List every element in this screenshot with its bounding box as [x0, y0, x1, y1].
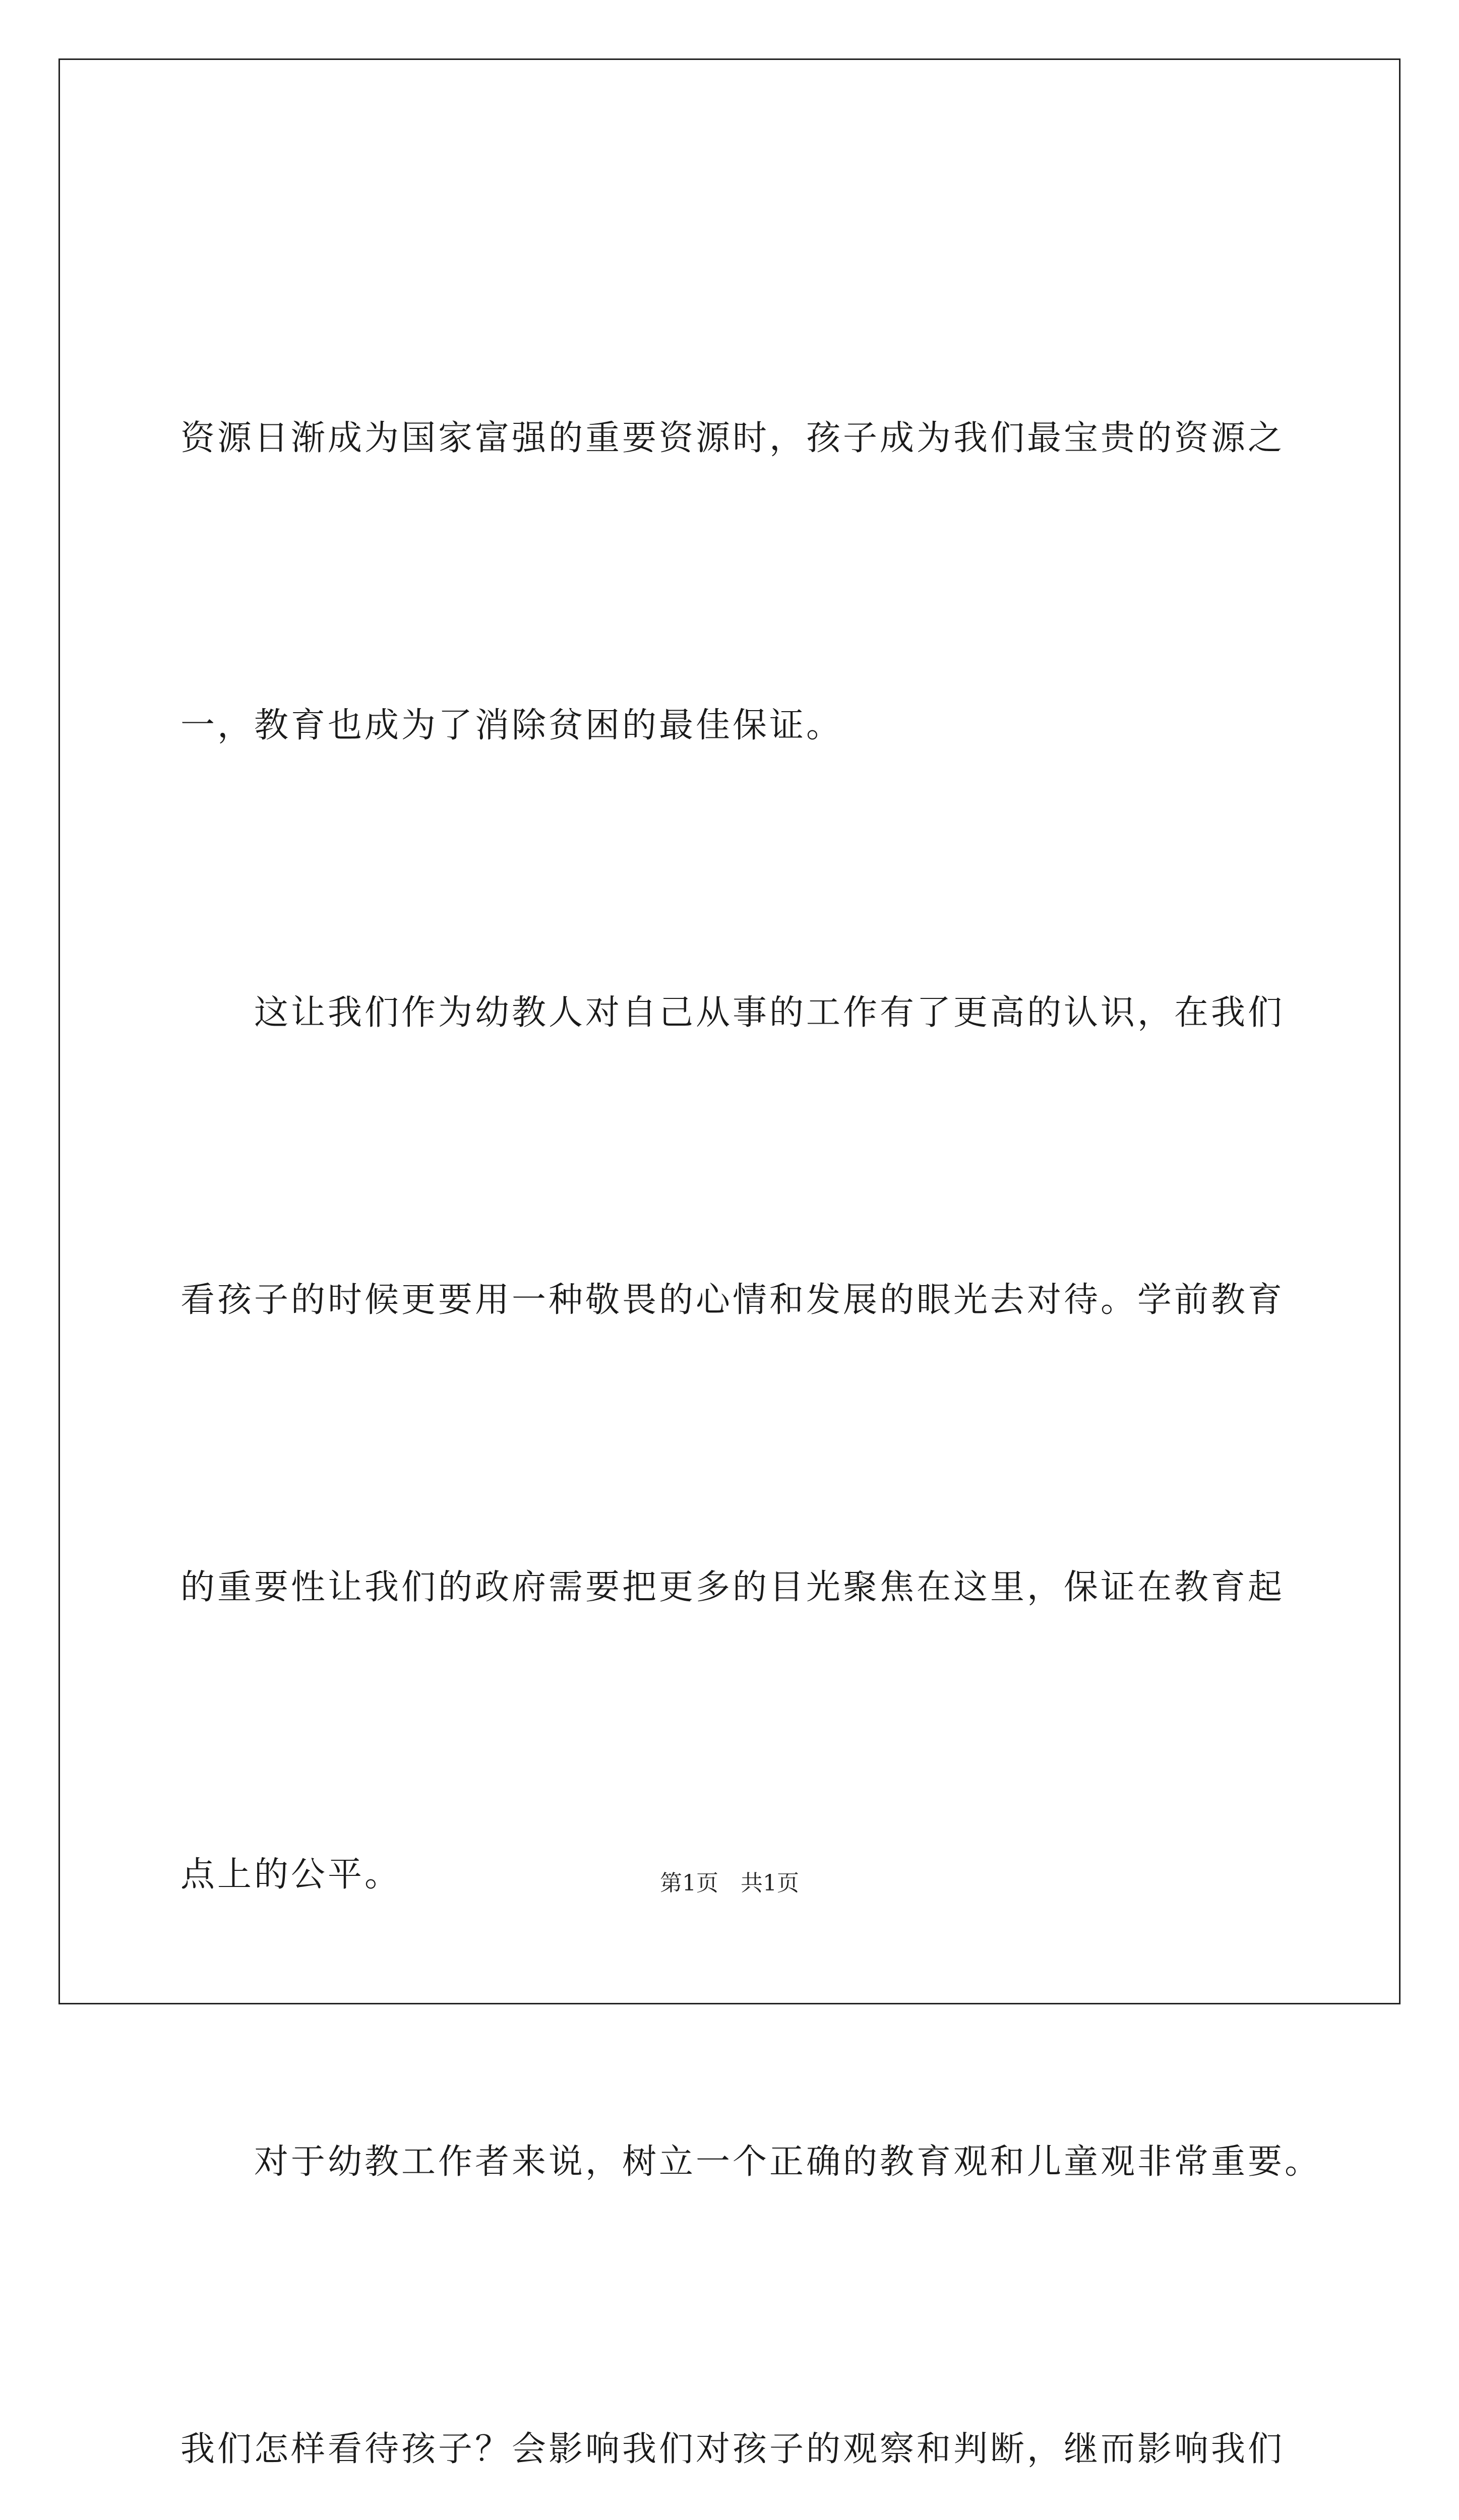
text-line: 点上的公平。 [180, 1855, 402, 1895]
text-line: 我们怎样看待孩子？会影响我们对孩子的观察和判断，继而影响我们 [180, 2429, 1285, 2469]
text-line: 这让我们作为幼教人对自己从事的工作有了更高的认识，在我们 [180, 993, 1285, 1033]
text-line: 对于幼教工作者来说，树立一个正确的教育观和儿童观非常重要。 [180, 2142, 1322, 2182]
page-footer [0, 1865, 1459, 1897]
text-line: 看孩子的时候更要用一种敬畏的心情和发展的眼光去对待。学前教育 [180, 1280, 1285, 1320]
text-line: 一，教育也成为了消除贫困的最佳保证。 [180, 706, 843, 745]
body-text [180, 199, 1322, 2520]
document-body [180, 199, 1322, 2520]
page-number: 第1页 共1页 [660, 1870, 799, 1896]
text-line: 资源日渐成为国家富强的重要资源时，孩子成为我们最宝贵的资源之 [180, 418, 1285, 458]
text-line: 的重要性让我们的政府需要把更多的目光聚焦在这里，保证在教育起 [180, 1567, 1285, 1607]
